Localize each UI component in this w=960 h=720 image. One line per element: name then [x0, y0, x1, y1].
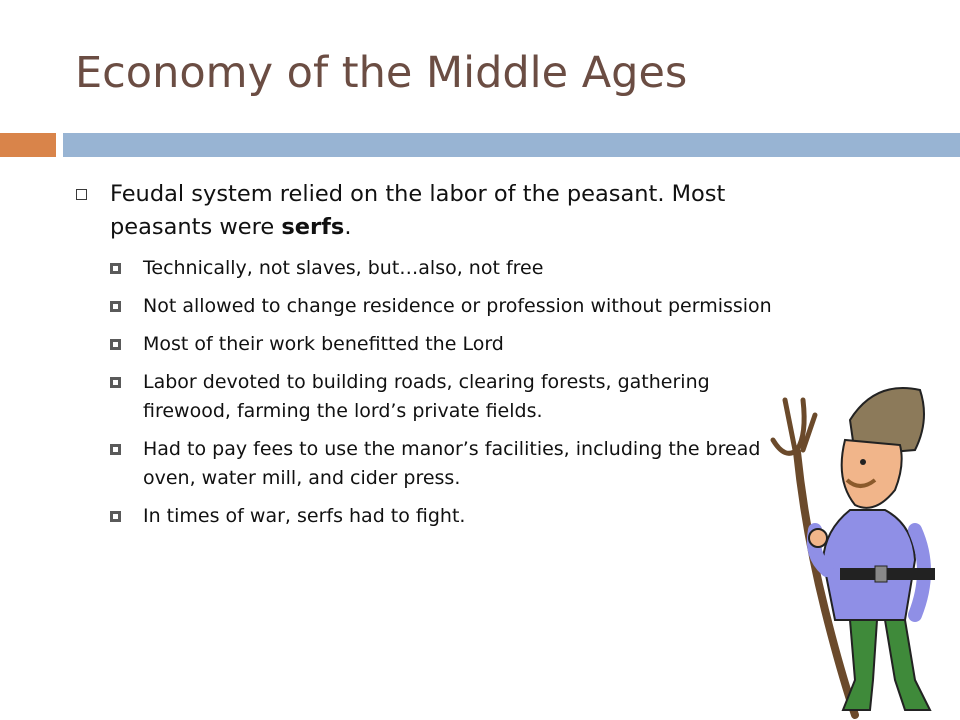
sub-bullet	[110, 330, 783, 359]
peasant-with-pitchfork-icon	[755, 380, 960, 720]
square-bullet-icon	[110, 444, 121, 455]
square-bullet-icon	[110, 511, 121, 522]
title-rule-accent	[0, 133, 56, 157]
main-bullet	[76, 178, 776, 244]
sub-bullet	[110, 292, 783, 321]
main-bullet-bold-word: serfs	[281, 214, 345, 240]
hollow-square-bullet-icon	[76, 189, 87, 200]
square-bullet-icon	[110, 301, 121, 312]
sub-bullet-text: Most of their work benefitted the Lord	[143, 333, 504, 355]
sub-bullet	[110, 368, 783, 426]
sub-bullet	[110, 502, 783, 531]
title-rule	[63, 133, 960, 157]
main-bullet-text-before: Feudal system relied on the labor of the peasant. Most peasants were	[110, 181, 726, 240]
sub-bullet	[110, 435, 783, 493]
sub-bullet-text: Had to pay fees to use the manor’s facilities, including the bread oven, water mill, and cider press.	[143, 438, 761, 489]
slide-title: Economy of the Middle Ages	[75, 48, 688, 98]
main-bullet-text-after: .	[344, 214, 352, 240]
sub-bullet-text: Technically, not slaves, but…also, not free	[143, 257, 544, 279]
sub-bullet-text: Labor devoted to building roads, clearing forests, gathering firewood, farming the lord’s private fields.	[143, 371, 710, 422]
square-bullet-icon	[110, 377, 121, 388]
square-bullet-icon	[110, 339, 121, 350]
sub-bullet	[110, 254, 783, 283]
square-bullet-icon	[110, 263, 121, 274]
bullet-list	[76, 178, 776, 540]
sub-bullet-text: Not allowed to change residence or profession without permission	[143, 295, 772, 317]
sub-bullet-text: In times of war, serfs had to fight.	[143, 505, 466, 527]
